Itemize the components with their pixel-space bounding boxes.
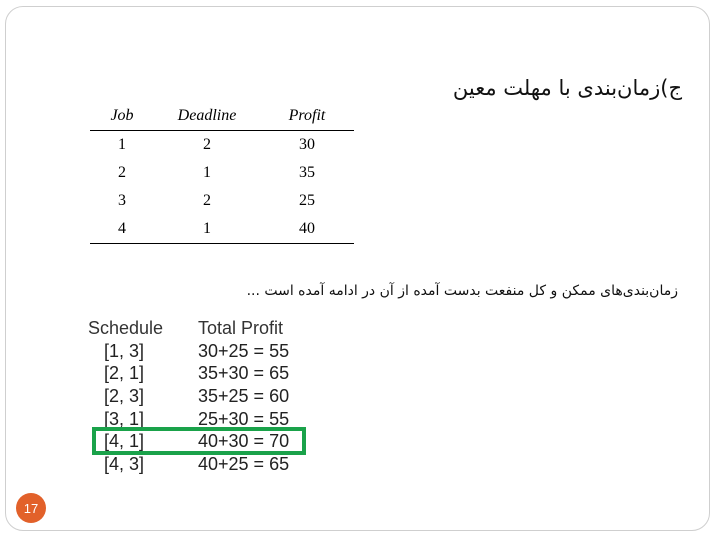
table-row (90, 159, 354, 187)
deadline-cell: 1 (154, 215, 260, 244)
jobs-header-profit: Profit (260, 102, 354, 131)
table-row (90, 131, 354, 160)
total-profit-cell: 40+25 = 65 (198, 453, 290, 474)
job-cell: 4 (90, 215, 154, 244)
schedule-cell: [1, 3] (104, 340, 145, 361)
table-row (88, 363, 328, 386)
jobs-table-header-row (90, 102, 354, 131)
schedule-cell: [3, 1] (104, 408, 145, 429)
jobs-table (90, 102, 354, 244)
schedules-note: زمان‌بندی‌های ممکن و کل منفعت بدست آمده از آن در ادامه آمده است ... (246, 283, 678, 299)
schedule-cell: [4, 3] (104, 453, 145, 474)
total-profit-cell: 35+25 = 60 (198, 385, 290, 406)
deadline-cell: 2 (203, 136, 211, 153)
profit-cell: 40 (260, 215, 354, 244)
optimal-schedule-highlight (92, 427, 306, 455)
table-row (88, 385, 328, 408)
job-cell: 3 (118, 192, 126, 209)
job-cell: 2 (118, 164, 126, 181)
jobs-header-deadline: Deadline (154, 102, 260, 131)
total-profit-cell: 30+25 = 55 (198, 340, 290, 361)
schedule-header-row (88, 318, 328, 340)
table-row (90, 187, 354, 215)
profit-cell: 35 (299, 164, 315, 181)
schedule-cell: [2, 3] (104, 385, 145, 406)
slide-heading: ج)زمان‌بندی با مهلت معین (452, 76, 682, 100)
schedule-cell: [2, 1] (104, 363, 145, 384)
page-number-badge: 17 (16, 493, 46, 523)
schedule-cell: [4, 1] (104, 431, 145, 452)
deadline-cell: 2 (203, 192, 211, 209)
table-row (88, 340, 328, 363)
table-row (88, 453, 328, 476)
profit-cell: 30 (299, 136, 315, 153)
total-profit-header: Total Profit (198, 318, 284, 338)
profit-cell: 25 (299, 192, 315, 209)
job-cell: 1 (118, 136, 126, 153)
total-profit-cell: 25+30 = 55 (198, 408, 290, 429)
total-profit-cell: 35+30 = 65 (198, 363, 290, 384)
total-profit-cell: 40+30 = 70 (198, 431, 290, 452)
schedule-header: Schedule (88, 318, 164, 338)
jobs-header-job: Job (90, 102, 154, 131)
deadline-cell: 1 (203, 164, 211, 181)
table-row (90, 215, 354, 244)
